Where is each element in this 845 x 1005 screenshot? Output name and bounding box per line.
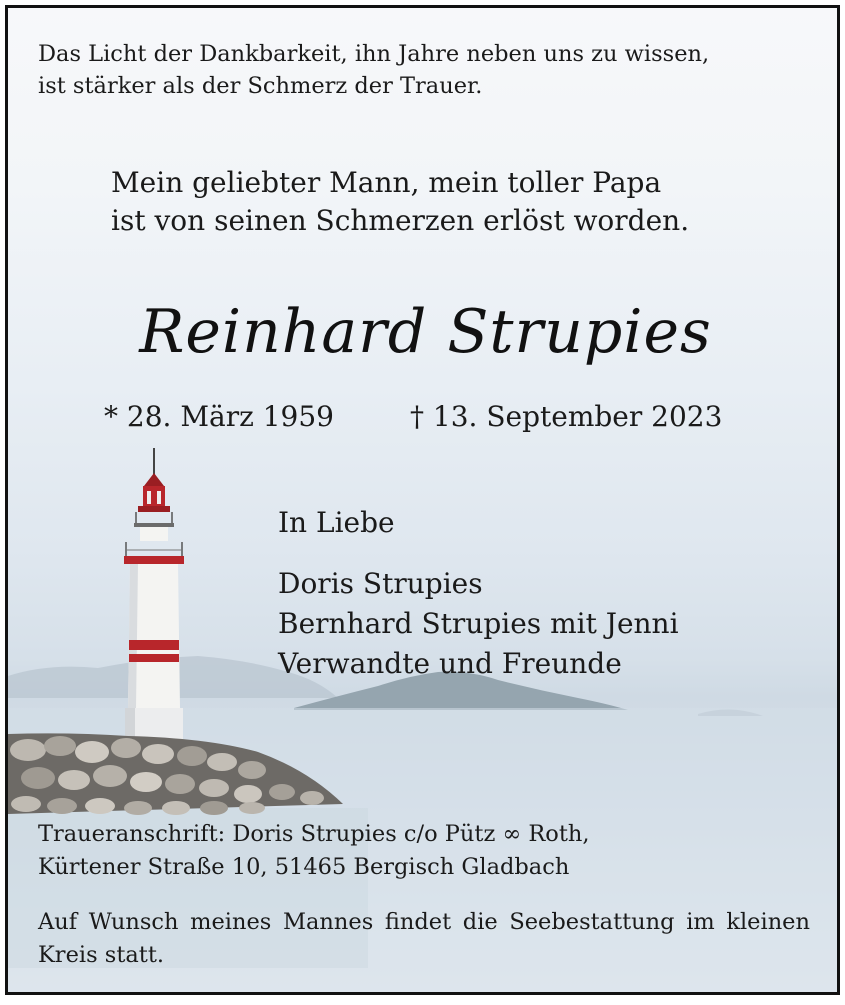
mourner-list	[278, 564, 679, 684]
mourner-name: Verwandte und Freunde	[278, 647, 622, 680]
deceased-name: Reinhard Strupies	[139, 297, 712, 367]
intro-line: Mein geliebter Mann, mein toller Papa	[111, 166, 662, 199]
intro-line: ist von seinen Schmerzen erlöst worden.	[111, 204, 690, 237]
death-date: † 13. September 2023	[410, 400, 723, 433]
burial-note: Auf Wunsch meines Mannes findet die Seebestattung im kleinen Kreis statt.	[38, 909, 810, 968]
address-line: Kürtener Straße 10, 51465 Bergisch Gladbach	[38, 854, 570, 880]
dedication-quote	[38, 38, 709, 102]
quote-line: ist stärker als der Schmerz der Trauer.	[38, 73, 483, 99]
mourner-name: Doris Strupies	[278, 567, 483, 600]
obituary-card	[5, 5, 840, 995]
mourning-address	[38, 818, 590, 884]
mourner-name: Bernhard Strupies mit Jenni	[278, 607, 679, 640]
quote-line: Das Licht der Dankbarkeit, ihn Jahre neben uns zu wissen,	[38, 41, 710, 67]
signoff: In Liebe	[278, 506, 395, 539]
lighthouse	[124, 448, 184, 740]
birth-date: * 28. März 1959	[104, 400, 334, 433]
intro-text	[111, 164, 689, 240]
address-line: Traueranschrift: Doris Strupies c/o Pütz ∞ Roth,	[38, 821, 590, 847]
